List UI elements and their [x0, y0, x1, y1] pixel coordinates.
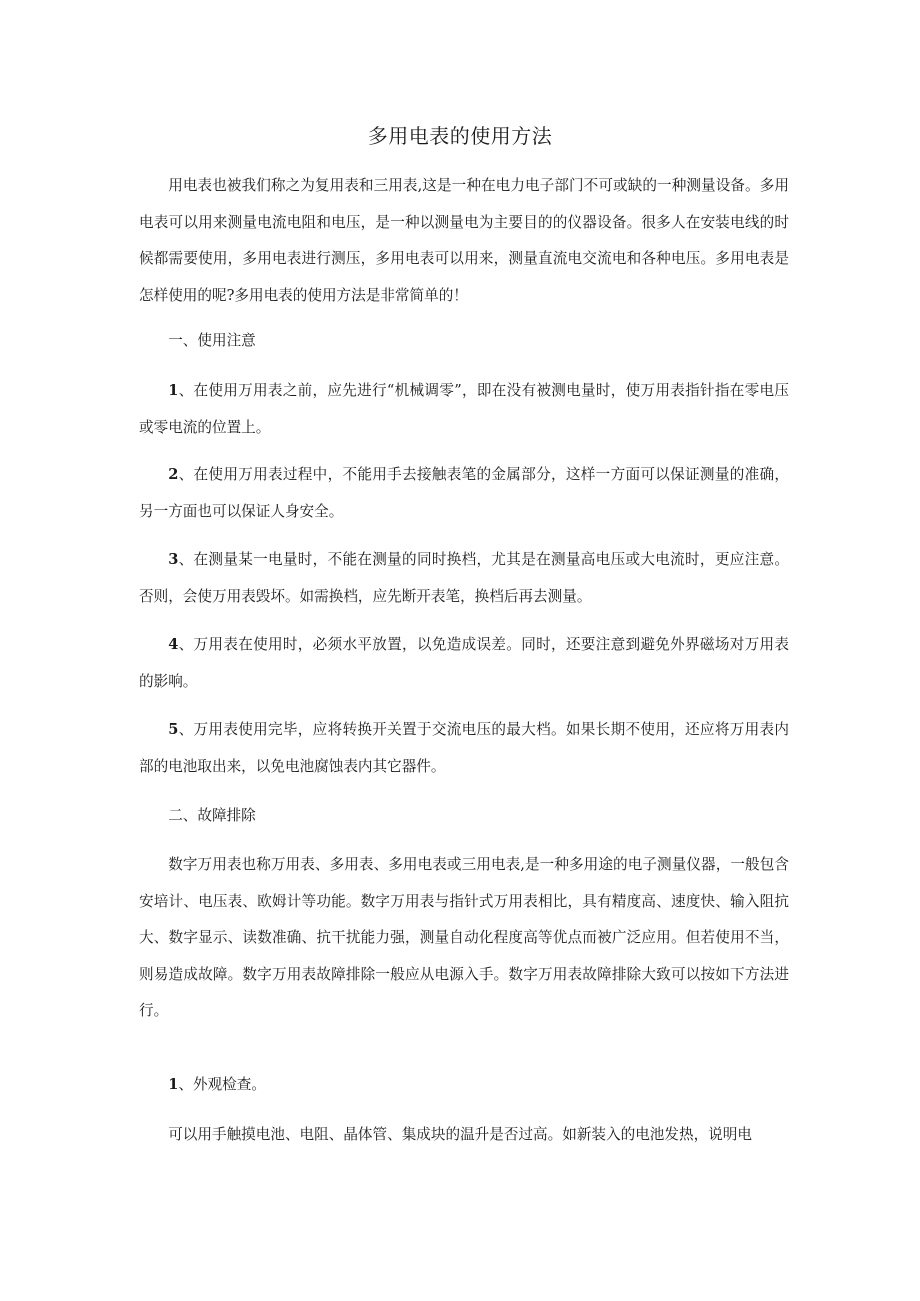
usage-note-1 — [139, 373, 789, 446]
subsection-heading-text: 、外观检查。 — [178, 1076, 266, 1093]
usage-note-5-number: 5 — [168, 721, 179, 738]
subsection-heading-visual-inspection — [139, 1067, 789, 1103]
intro-paragraph: 用电表也被我们称之为复用表和三用表,这是一种在电力电子部门不可或缺的一种测量设备。多用电表可以用来测量电流电阻和电压，是一种以测量电为主要目的的仪器设备。很多人在安装电线的时候都需要使用，多用电表进行测压，多用电表可以用来，测量直流电交流电和各种电压。多用电表是怎样使用的呢?多用电表的使用方法是非常简单的！ — [139, 177, 789, 304]
troubleshooting-paragraph: 数字万用表也称万用表、多用表、多用电表或三用电表,是一种多用途的电子测量仪器，一般包含安培计、电压表、欧姆计等功能。数字万用表与指针式万用表相比，具有精度高、速度快、输入阻抗大、数字显示、读数准确、抗干扰能力强，测量自动化程度高等优点而被广泛应用。但若使用不当，则易造成故障。数字万用表故障排除一般应从电源入手。数字万用表故障排除大致可以按如下方法进行。 — [139, 856, 789, 1020]
usage-note-3-number: 3 — [168, 551, 179, 568]
usage-note-5 — [139, 712, 789, 785]
usage-note-1-number: 1 — [168, 382, 179, 399]
subsection-number: 1 — [168, 1076, 179, 1093]
usage-note-4-text: 、万用表在使用时，必须水平放置，以免造成误差。同时，还要注意到避免外界磁场对万用表的影响。 — [139, 636, 789, 690]
usage-note-3-text: 、在测量某一电量时，不能在测量的同时换档，尤其是在测量高电压或大电流时，更应注意。否则，会使万用表毁坏。如需换档，应先断开表笔，换档后再去测量。 — [139, 551, 789, 605]
document-title: 多用电表的使用方法 — [367, 124, 553, 148]
usage-note-2 — [139, 457, 789, 530]
section-heading-usage-notes: 一、使用注意 — [168, 332, 256, 349]
usage-note-3 — [139, 542, 789, 615]
usage-note-2-text: 、在使用万用表过程中，不能用手去接触表笔的金属部分，这样一方面可以保证测量的准确，另一方面也可以保证人身安全。 — [139, 466, 789, 520]
usage-note-4 — [139, 627, 789, 700]
usage-note-4-number: 4 — [168, 636, 179, 653]
usage-note-5-text: 、万用表使用完毕，应将转换开关置于交流电压的最大档。如果长期不使用，还应将万用表内部的电池取出来，以免电池腐蚀表内其它器件。 — [139, 721, 789, 775]
visual-inspection-paragraph: 可以用手触摸电池、电阻、晶体管、集成块的温升是否过高。如新装入的电池发热，说明电 — [168, 1126, 752, 1143]
usage-note-2-number: 2 — [168, 466, 179, 483]
section-heading-troubleshooting: 二、故障排除 — [168, 807, 256, 824]
usage-note-1-text: 、在使用万用表之前，应先进行“机械调零”，即在没有被测电量时，使万用表指针指在零电压或零电流的位置上。 — [139, 382, 789, 436]
